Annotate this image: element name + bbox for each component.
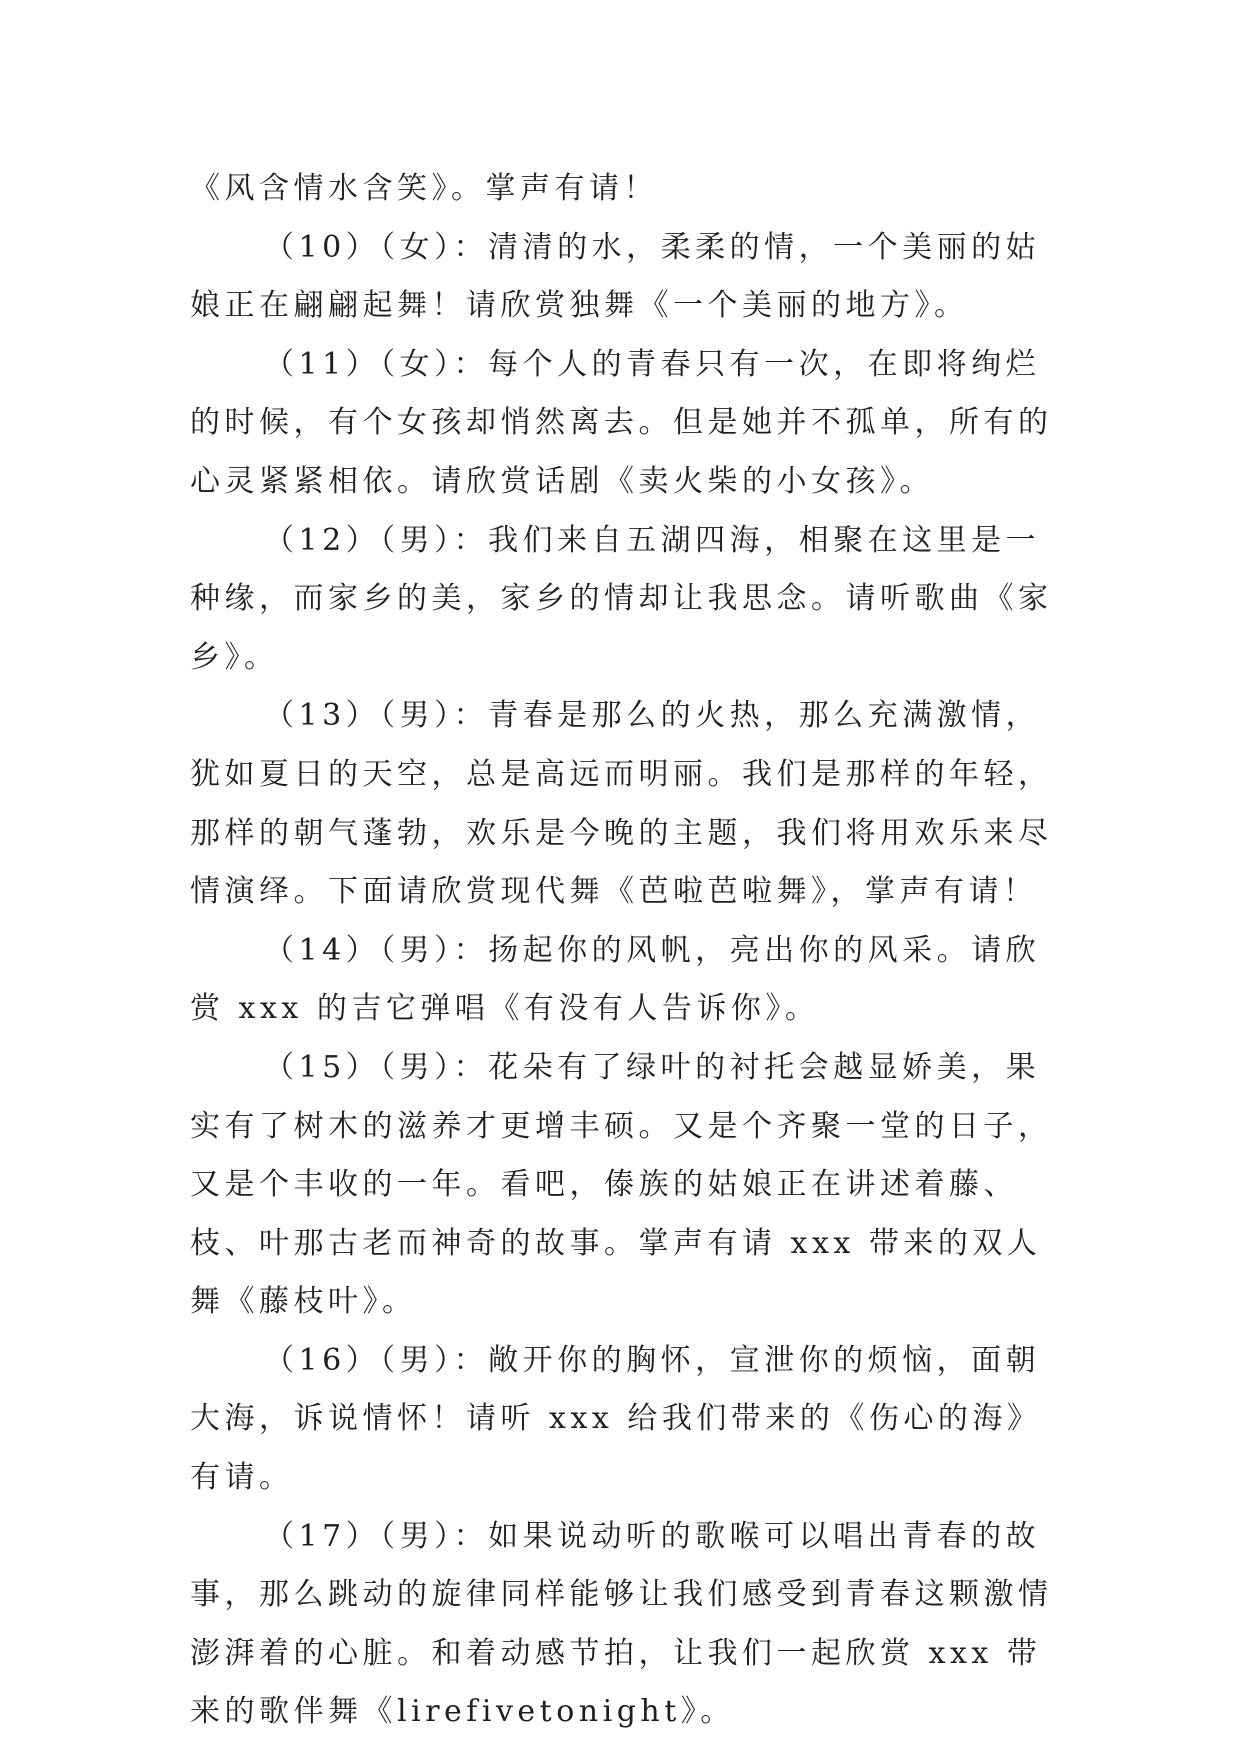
paragraph-item-12: （12）（男）：我们来自五湖四海，相聚在这里是一种缘，而家乡的美，家乡的情却让我思念。请听歌曲《家乡》。 [190,522,1053,675]
paragraph-item-17: （17）（男）：如果说动听的歌喉可以唱出青春的故事，那么跳动的旋律同样能够让我们感受到青春这颗激情澎湃着的心脏。和着动感节拍，让我们一起欣赏 xxx 带来的歌伴舞《lirefivetonight》。 [190,1518,1053,1730]
paragraph-item-10: （10）（女）：清清的水，柔柔的情，一个美丽的姑娘正在翩翩起舞！请欣赏独舞《一个美丽的地方》。 [190,229,1041,324]
paragraph-continuation: 《风含情水含笑》。掌声有请！ [190,171,658,206]
paragraph-item-13: （13）（男）：青春是那么的火热，那么充满激情，犹如夏日的天空，总是高远而明丽。我们是那样的年轻，那样的朝气蓬勃，欢乐是今晚的主题，我们将用欢乐来尽情演绎。下面请欣赏现代舞《芭啦芭啦舞》，掌声有请！ [190,698,1053,910]
paragraph-item-16: （16）（男）：敞开你的胸怀，宣泄你的烦恼，面朝大海，诉说情怀！请听 xxx 给我们带来的《伤心的海》有请。 [190,1342,1042,1496]
document-body [190,160,1060,1742]
paragraph-item-14: （14）（男）：扬起你的风帆，亮出你的风采。请欣赏 xxx 的吉它弹唱《有没有人告诉你》。 [190,932,1041,1027]
paragraph-item-11: （11）（女）：每个人的青春只有一次，在即将绚烂的时候，有个女孩却悄然离去。但是她并不孤单，所有的心灵紧紧相依。请欣赏话剧《卖火柴的小女孩》。 [190,346,1053,499]
paragraph-item-15: （15）（男）：花朵有了绿叶的衬托会越显娇美，果实有了树木的滋养才更增丰硕。又是个齐聚一堂的日子，又是个丰收的一年。看吧，傣族的姑娘正在讲述着藤、枝、叶那古老而神奇的故事。掌声有请 xxx 带来的双人舞《藤枝叶》。 [190,1049,1053,1320]
